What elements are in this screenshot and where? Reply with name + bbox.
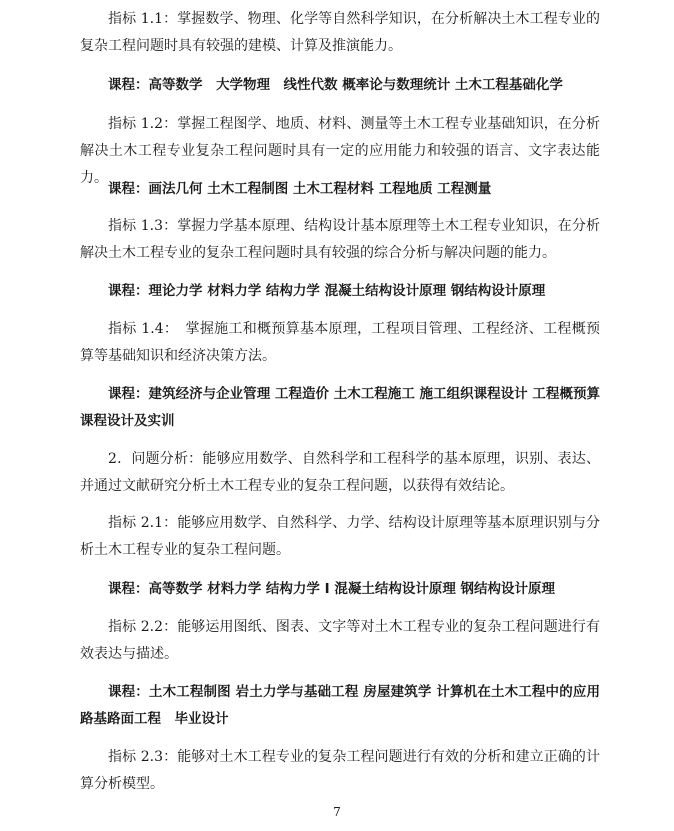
courses-1-3: 课程：理论力学 材料力学 结构力学 混凝土结构设计原理 钢结构设计原理 — [108, 283, 546, 299]
problem-analysis-text: 2．问题分析：能够应用数学、自然科学和工程科学的基本原理，识别、表达、并通过文献研究分析土木工程专业的复杂工程问题，以获得有效结论。 — [80, 451, 600, 494]
courses-1-2: 课程：画法几何 土木工程制图 土木工程材料 工程地质 工程测量 — [108, 181, 492, 197]
indicator-2-2-text: 指标 2.2：能够运用图纸、图表、文字等对土木工程专业的复杂工程问题进行有效表达与描述。 — [80, 619, 600, 662]
page-number: 7 — [333, 805, 341, 819]
indicator-1-1-text: 指标 1.1：掌握数学、物理、化学等自然科学知识，在分析解决土木工程专业的复杂工程问题时具有较强的建模、计算及推演能力。 — [80, 11, 600, 54]
courses-1-4: 课程：建筑经济与企业管理 工程造价 土木工程施工 施工组织课程设计 工程概预算课程设计及实训 — [80, 386, 600, 429]
indicator-1-3-text: 指标 1.3：掌握力学基本原理、结构设计基本原理等土木工程专业知识，在分析解决土木工程专业的复杂工程问题时具有较强的综合分析与解决问题的能力。 — [80, 218, 600, 261]
indicator-1-4-text: 指标 1.4： 掌握施工和概预算基本原理，工程项目管理、工程经济、工程概预算等基础知识和经济决策方法。 — [80, 321, 600, 364]
courses-2-2: 课程：土木工程制图 岩土力学与基础工程 房屋建筑学 计算机在土木工程中的应用 路基路面工程 毕业设计 — [80, 684, 614, 727]
indicator-2-3-text: 指标 2.3：能够对土木工程专业的复杂工程问题进行有效的分析和建立正确的计算分析模型。 — [80, 749, 600, 792]
indicator-1-2-text: 指标 1.2：掌握工程图学、地质、材料、测量等土木工程专业基础知识，在分析解决土木工程专业复杂工程问题时具有一定的应用能力和较强的语言、文字表达能力。 — [80, 116, 600, 186]
courses-1-1: 课程：高等数学 大学物理 线性代数 概率论与数理统计 土木工程基础化学 — [108, 77, 563, 93]
courses-2-1: 课程：高等数学 材料力学 结构力学 I 混凝土结构设计原理 钢结构设计原理 — [108, 581, 556, 597]
indicator-2-1-text: 指标 2.1：能够应用数学、自然科学、力学、结构设计原理等基本原理识别与分析土木工程专业的复杂工程问题。 — [80, 515, 600, 558]
